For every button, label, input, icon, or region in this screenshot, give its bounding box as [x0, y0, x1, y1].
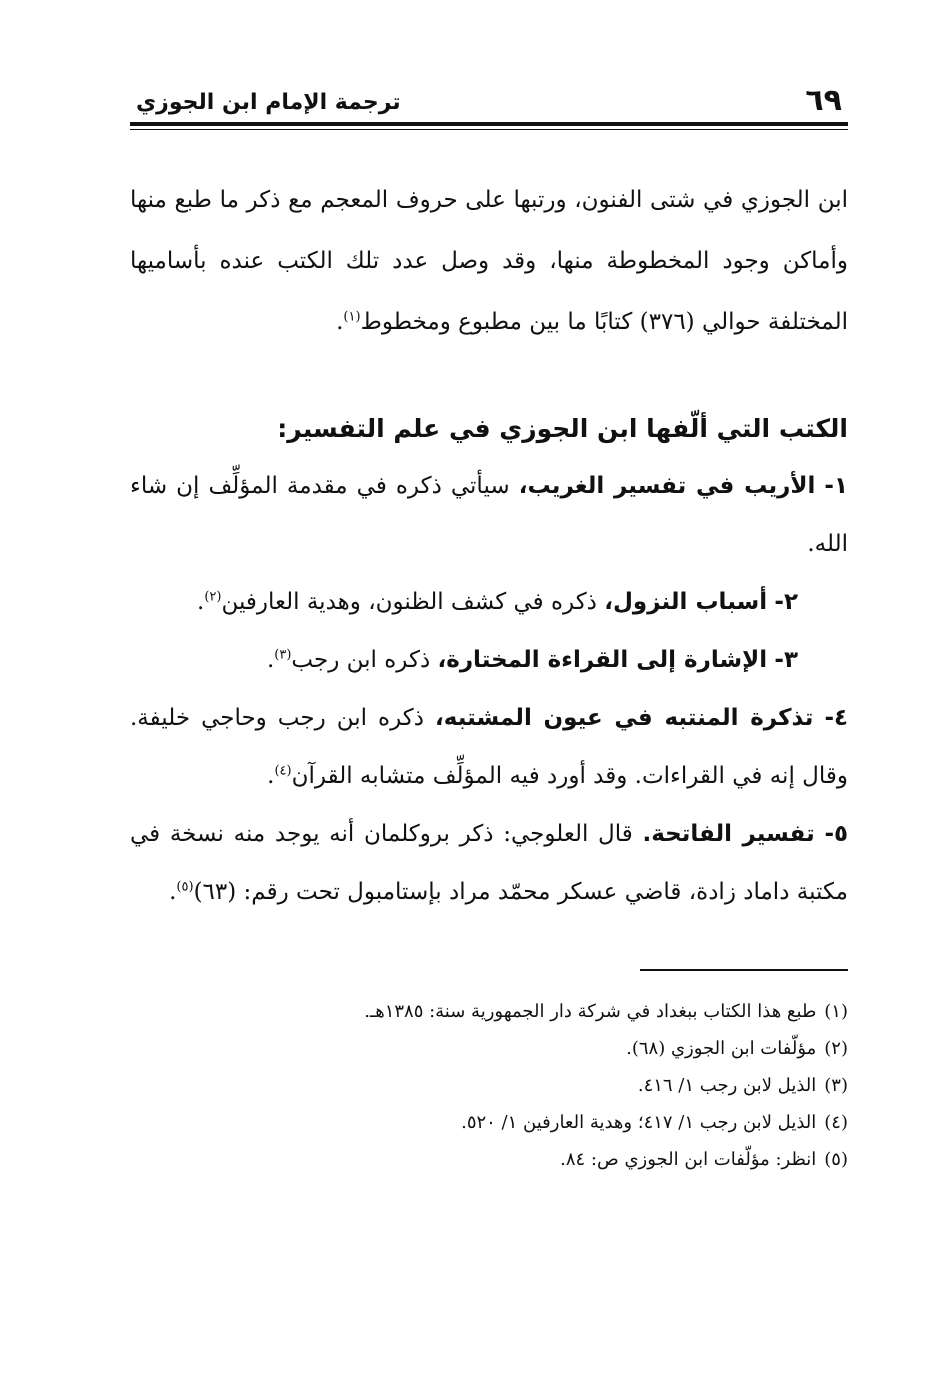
- book-title: تذكرة المنتبه في عيون المشتبه،: [435, 705, 814, 731]
- footnote-number: (٣): [824, 1075, 848, 1096]
- item-number: ٥-: [824, 821, 849, 847]
- running-title: ترجمة الإمام ابن الجوزي: [136, 90, 401, 115]
- book-description: سيأتي ذكره في مقدمة المؤلِّف إن شاء الله.: [130, 473, 848, 557]
- book-item: [130, 573, 848, 631]
- footnote: [130, 993, 848, 1030]
- footnote: [130, 1141, 848, 1178]
- item-number: ١-: [824, 473, 849, 499]
- item-end: .: [266, 647, 275, 673]
- footnote-text: الذيل لابن رجب ١/ ٤١٦.: [637, 1075, 817, 1096]
- item-number: ٤-: [824, 705, 849, 731]
- book-description: ذكره ابن رجب: [291, 647, 431, 673]
- header-rule-thick: [130, 122, 848, 126]
- header-rule-thin: [130, 129, 848, 130]
- page-number: ٦٩: [805, 83, 842, 118]
- book-item: [130, 631, 848, 689]
- footnote-text: طبع هذا الكتاب ببغداد في شركة دار الجمهورية سنة: ١٣٨٥هـ.: [364, 1001, 817, 1022]
- book-description: ذكره في كشف الظنون، وهدية العارفين: [221, 589, 597, 615]
- book-item: [130, 805, 848, 921]
- intro-end: .: [336, 309, 344, 335]
- footnote-ref-4[interactable]: (٤): [274, 763, 292, 779]
- book-title: الأريب في تفسير الغريب،: [518, 473, 816, 499]
- footnote-number: (١): [824, 1001, 848, 1022]
- footnote-number: (٥): [824, 1149, 848, 1170]
- footnote-text: الذيل لابن رجب ١/ ٤١٧؛ وهدية العارفين ١/ ٥٢٠.: [461, 1112, 817, 1133]
- footnotes: [130, 993, 848, 1178]
- footnote: [130, 1067, 848, 1104]
- book-item: [130, 457, 848, 573]
- intro-text: ابن الجوزي في شتى الفنون، ورتبها على حروف المعجم مع ذكر ما طبع منها وأماكن وجود المخطوطة منها، وقد وصل عدد تلك الكتب عنده بأساميها المختلفة حوالي (٣٧٦) كتابًا ما بين مطبوع ومخطوط: [130, 187, 848, 335]
- item-number: ٣-: [774, 647, 798, 673]
- footnote-separator: [640, 969, 848, 971]
- footnote-text: انظر: مؤلّفات ابن الجوزي ص: ٨٤.: [560, 1149, 817, 1170]
- book-list: [130, 457, 848, 921]
- item-end: .: [267, 763, 275, 789]
- footnote-number: (٤): [824, 1112, 848, 1133]
- item-number: ٢-: [774, 589, 798, 615]
- footnote-ref-5[interactable]: (٥): [176, 879, 194, 895]
- footnote-ref-2[interactable]: (٢): [204, 589, 222, 605]
- book-title: أسباب النزول،: [604, 589, 768, 615]
- footnote-ref-3[interactable]: (٣): [274, 647, 292, 663]
- footnote: [130, 1104, 848, 1141]
- footnote: [130, 1030, 848, 1067]
- book-description: قال العلوجي: ذكر بروكلمان أنه يوجد منه نسخة في مكتبة داماد زادة، قاضي عسكر محمّد مراد بإستامبول تحت رقم: (٦٣): [130, 821, 848, 905]
- footnote-text: مؤلّفات ابن الجوزي (٦٨).: [626, 1038, 817, 1059]
- running-header: [130, 70, 848, 116]
- section-heading: الكتب التي ألّفها ابن الجوزي في علم التفسير:: [277, 414, 848, 443]
- book-page: [130, 70, 848, 1178]
- intro-paragraph: [130, 170, 848, 353]
- book-description: ذكره ابن رجب وحاجي خليفة. وقال إنه في القراءات. وقد أورد فيه المؤلِّف متشابه القرآن: [130, 705, 848, 789]
- book-item: [130, 689, 848, 805]
- book-title: تفسير الفاتحة.: [642, 821, 815, 847]
- item-end: .: [169, 879, 177, 905]
- item-end: .: [197, 589, 205, 615]
- footnote-number: (٢): [824, 1038, 848, 1059]
- book-title: الإشارة إلى القراءة المختارة،: [437, 647, 768, 673]
- footnote-ref-1[interactable]: (١): [343, 309, 361, 325]
